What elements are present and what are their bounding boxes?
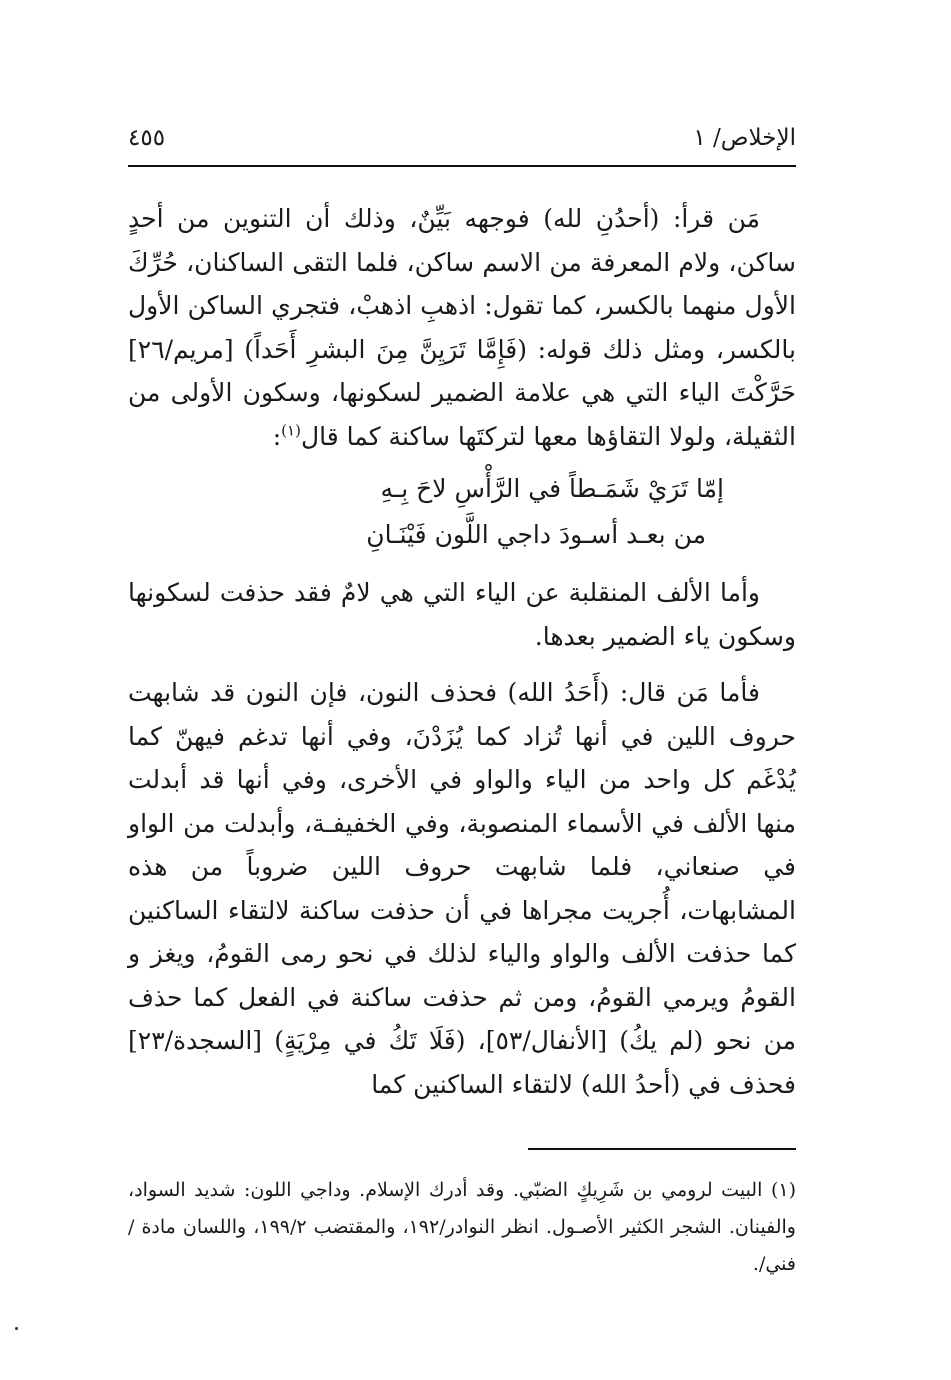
footnote: (١) البيت لرومي بن شَرِيكٍ الضبّي. وقد أدرك الإسلام. وداجي اللون: شديد السواد، والفينان. الشجر الكثير الأصـول. انظر النوادر/١٩٢، والمقتضب ١٩٩/٢، واللسان مادة /فني/. xyxy=(128,1179,796,1275)
paragraph-1-text: مَن قرأ: (أحدُنِ لله) فوجهه بَيِّنٌ، وذلك أن التنوين من أحدٍ ساكن، ولام المعرفة من الاسم ساكن، فلما التقى الساكنان، حُرِّكَ الأول منهما بالكسر، كما تقول: اذهبِ اذهبْ، فتجري الساكن الأول بالكسر، ومثل ذلك قوله: (فَإِمَّا تَرَيِنَّ مِنَ البشرِ أَحَداً) [مريم/٢٦] حَرَّكْتَ الياء التي هي علامة الضمير لسكونها، وسكون الأولى من الثقيلة، ولولا التقاؤها معها لتركتَها ساكنة كما قال xyxy=(128,204,796,451)
main-text xyxy=(128,197,796,1106)
poetry-verse xyxy=(128,466,796,558)
footnote-rule xyxy=(528,1148,796,1150)
verse-line-1: إمّا تَرَيْ شَمَـطاً في الرَّأْسِ لاحَ بِـهِ xyxy=(380,474,724,503)
book-page xyxy=(128,0,796,1380)
paragraph-2: وأما الألف المنقلبة عن الياء التي هي لامٌ فقد حذفت لسكونها وسكون ياء الضمير بعدها. xyxy=(128,578,796,651)
running-title: الإخلاص/ ١ xyxy=(693,125,796,151)
footnote-reference: (١) xyxy=(281,421,301,440)
paragraph-1 xyxy=(128,197,796,458)
verse-line-2: من بعـد أسـودَ داجي اللَّون فَيْنَـانِ xyxy=(366,520,706,549)
paragraph-1-end: : xyxy=(272,421,282,451)
paragraph-3: فأما مَن قال: (أَحَدُ الله) فحذف النون، فإن النون قد شابهت حروف اللين في أنها تُزاد كما يُزَدْنَ، وفي أنها تدغم فيهنّ كما يُدْغَم كل واحد من الياء والواو في الأخرى، وفي أنها قد أبدلت منها الألف في الأسماء المنصوبة، وفي الخفيفـة، وأبدلت من الواو في صنعاني، فلما شابهت حروف اللين ضروباً من هذه المشابهات، أُجريت مجراها في أن حذفت ساكنة لالتقاء الساكنين كما حذفت الألف والواو والياء لذلك في نحو رمى القومُ، ويغز و القومُ ويرمي القومُ، ومن ثم حذفت ساكنة في الفعل كما حذف من نحو (لم يكُ) [الأنفال/٥٣]، (فَلَا تَكُ في مِرْيَةٍ) [السجدة/٢٣] فحذف في (أحدُ الله) لالتقاء الساكنين كما xyxy=(128,678,796,1099)
header-rule xyxy=(128,165,796,167)
page-header xyxy=(128,118,796,158)
page-number: ٤٥٥ xyxy=(128,125,166,151)
scan-speck xyxy=(15,1327,18,1330)
